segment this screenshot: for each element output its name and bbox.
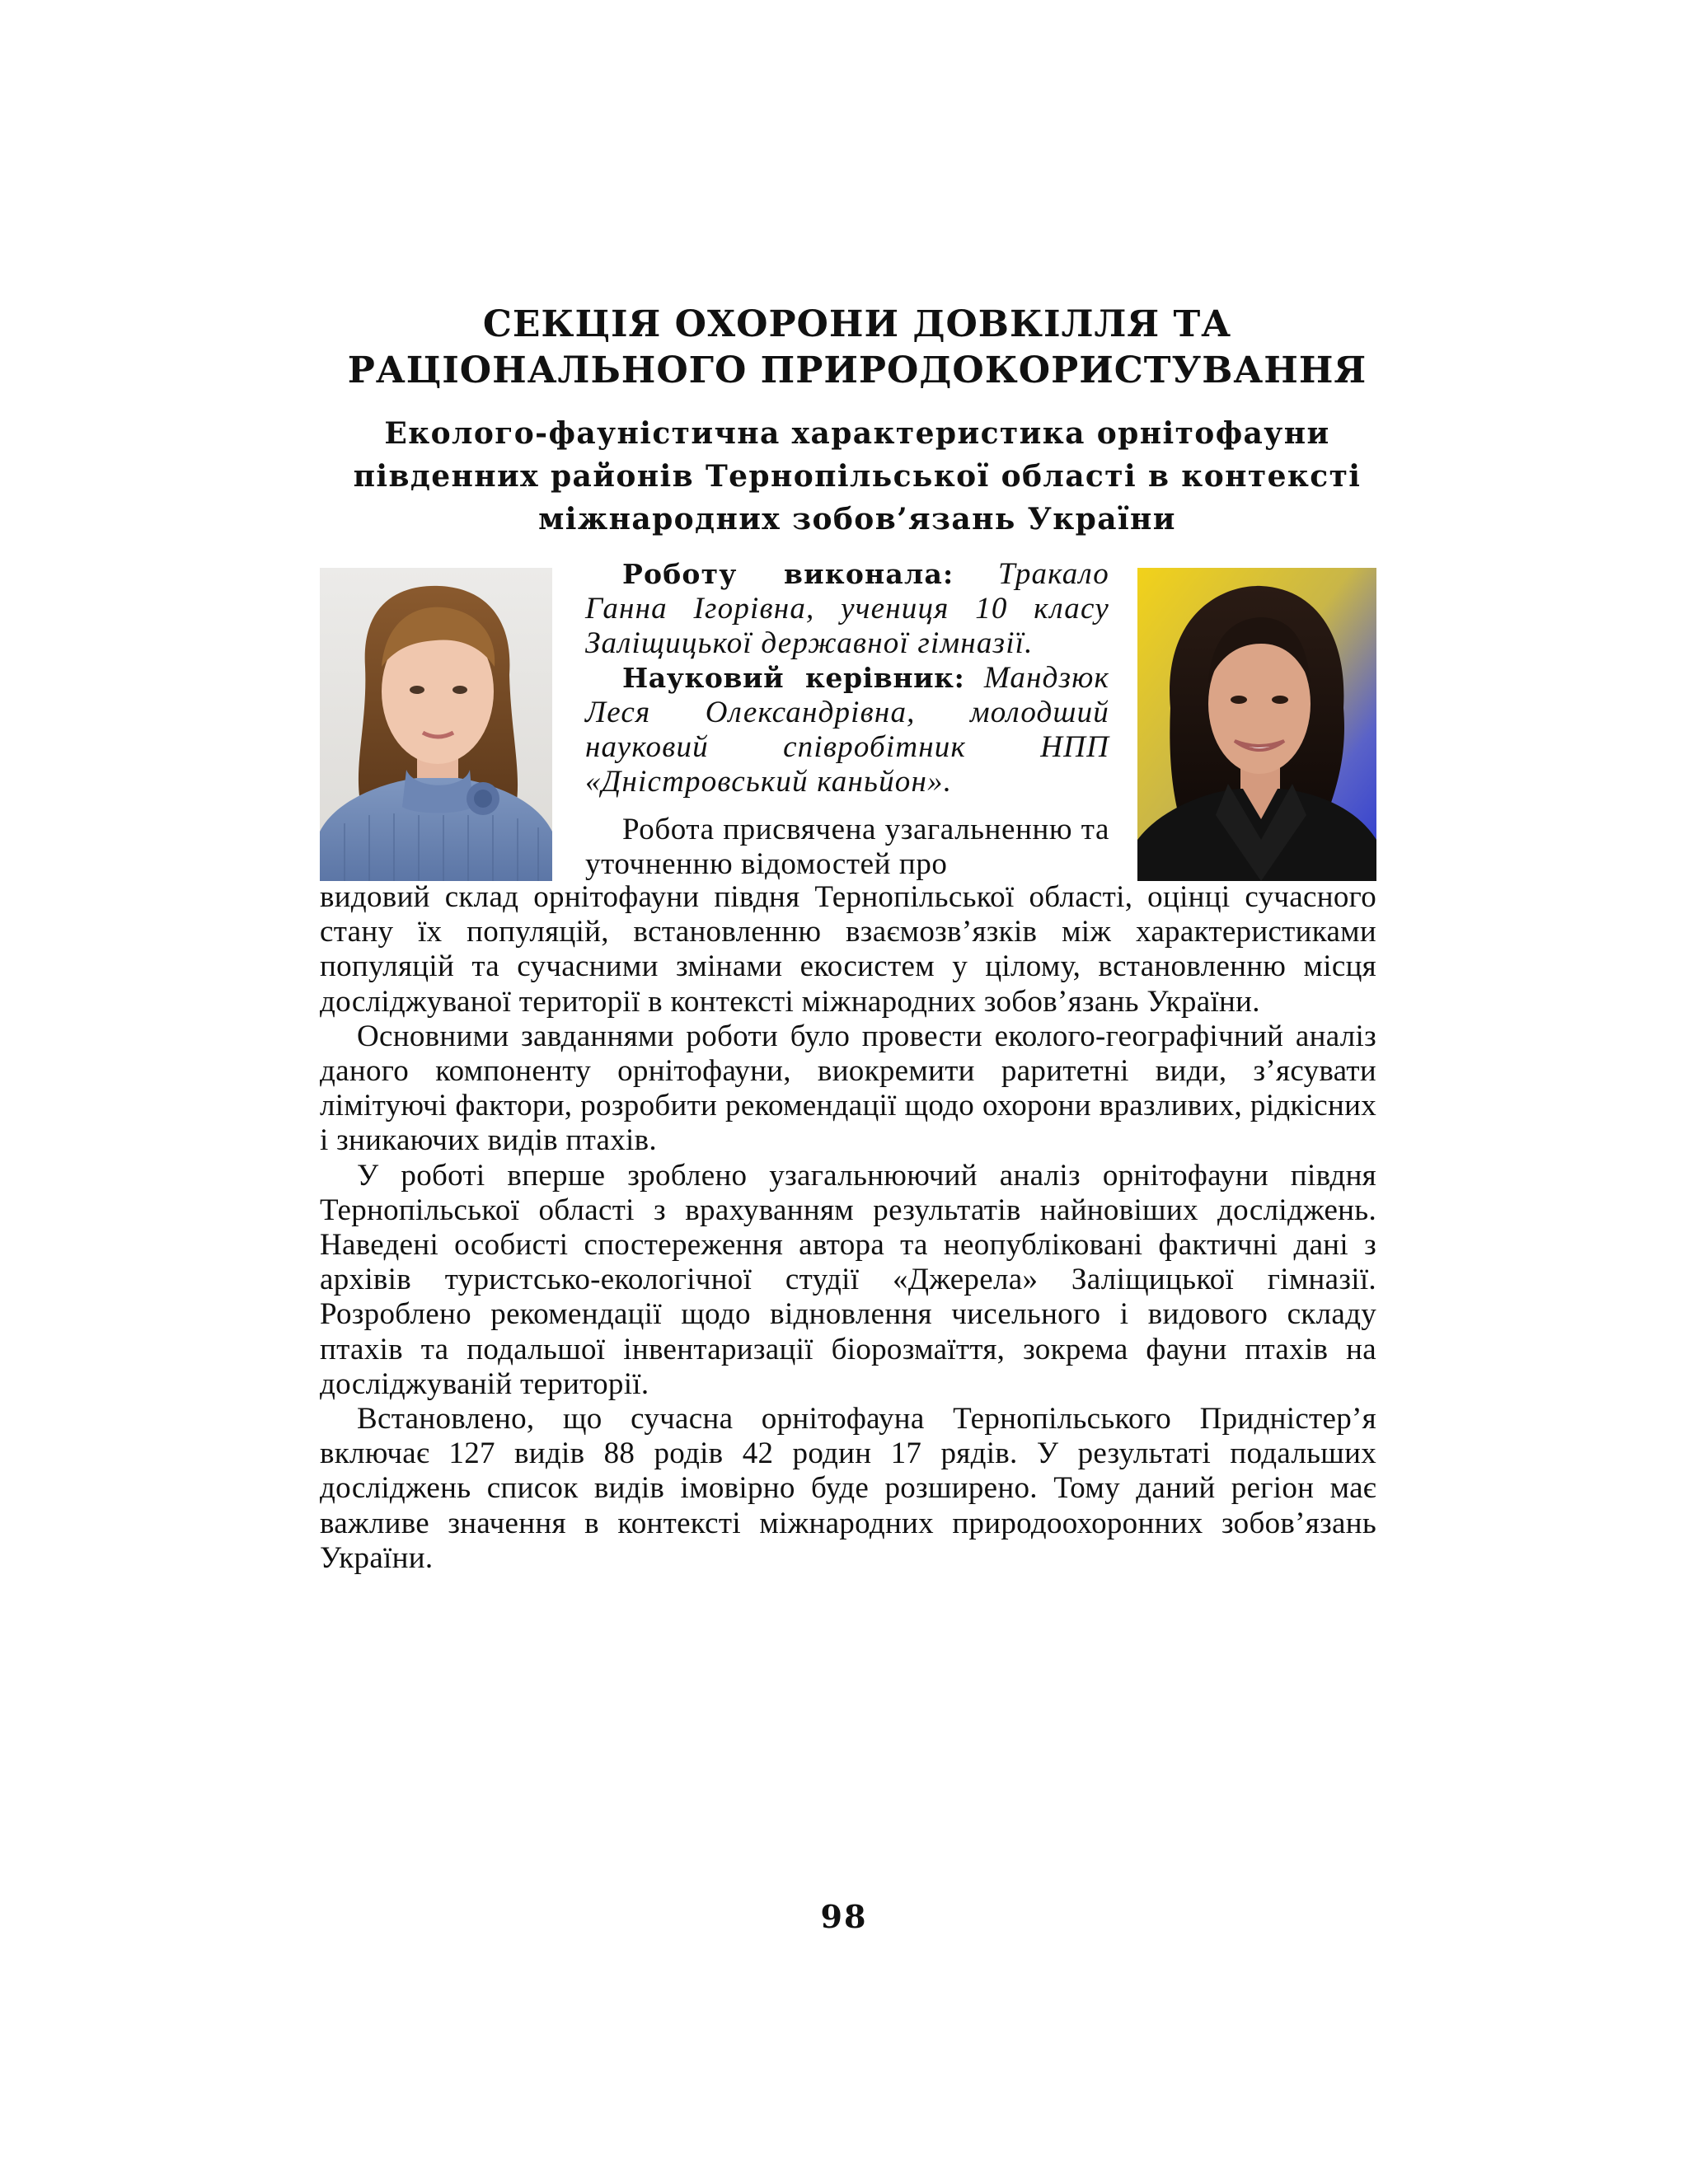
credits-block	[585, 557, 1109, 799]
body-text	[320, 880, 1376, 1576]
paragraph-1-rest: видовий склад орнітофауни півдня Тернопільської області, оцінці сучасного стану їх популяцій, встановленню взаємозв’язків між характеристиками популяцій та сучасними змінами екосистем у цілому, встановленню місця досліджуваної території в контексті міжнародних зобов’язань України.	[320, 880, 1376, 1019]
page-number: 98	[820, 1898, 868, 1935]
paragraph-3: У роботі вперше зроблено узагальнюючий аналіз орнітофауни півдня Тернопільської області з врахуванням результатів найновіших досліджень. Наведені особисті спостереження автора та неопубліковані фактичні дані з архівів туристсько-екологічної студії «Джерела» Заліщицької гімназії. Розроблено рекомендації щодо відновлення чисельного і видового складу птахів та подальшої інвентаризації біорозмаїття, зокрема фауни птахів на досліджуваній території.	[320, 1158, 1376, 1401]
supervisor-photo	[1137, 568, 1376, 881]
supervisor-details: Мандзюк Леся Олександрівна, молодший науковий співробітник НПП «Дністровський каньйон».	[585, 661, 1109, 799]
paragraph-2: Основними завданнями роботи було провести еколого-географічний аналіз даного компоненту орнітофауни, виокремити раритетні види, з’ясувати лімітуючі фактори, розробити рекомендації щодо охорони вразливих, рідкісних і зникаючих видів птахів.	[320, 1019, 1376, 1158]
author-photo	[320, 568, 552, 881]
paragraph-1-start	[585, 813, 1109, 882]
paper-title: Еколого-фауністична характеристика орнітофауни південних районів Тернопільської області в контексті міжнародних зобов’язань України	[353, 416, 1362, 537]
supervisor-label: Науковий керівник:	[622, 662, 965, 694]
section-title: СЕКЦІЯ ОХОРОНИ ДОВКІЛЛЯ ТА РАЦІОНАЛЬНОГО ПРИРОДОКОРИСТУВАННЯ	[347, 303, 1367, 391]
author-label: Роботу виконала:	[622, 558, 954, 590]
author-details: Тракало Ганна Ігорівна, учениця 10 класу Заліщицької державної гімназії.	[585, 557, 1109, 660]
supervisor-credit	[585, 661, 1109, 799]
author-credit	[585, 557, 1109, 661]
paragraph-1-start-text: Робота присвячена узагальненню та уточненню відомостей про	[585, 813, 1109, 881]
paragraph-4: Встановлено, що сучасна орнітофауна Тернопільського Придністер’я включає 127 видів 88 родів 42 родин 17 рядів. У результаті подальших досліджень список видів імовірно буде розширено. Тому даний регіон має важливе значення в контексті міжнародних природоохоронних зобов’язань України.	[320, 1402, 1376, 1575]
